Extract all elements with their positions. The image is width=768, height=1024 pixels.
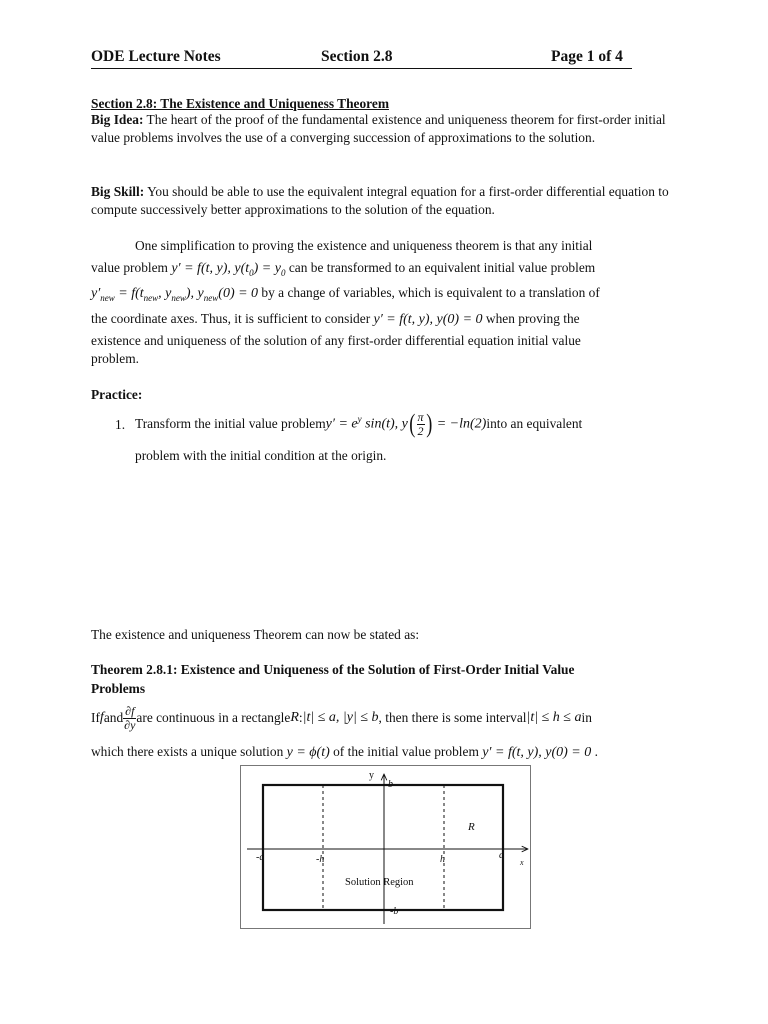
- math-run: ) = y: [253, 261, 281, 276]
- label-neg-a: -a: [256, 852, 265, 863]
- text-run: If: [91, 710, 100, 725]
- math-subscript: new: [203, 292, 219, 303]
- big-idea-label: Big Idea:: [91, 112, 144, 127]
- label-a: a: [499, 850, 504, 861]
- simplification-line-6: problem.: [91, 351, 139, 366]
- text-run: , then there is some interval: [378, 710, 527, 725]
- text-run: of the initial value problem: [329, 744, 483, 759]
- theorem-intro: The existence and uniqueness Theorem can now be stated as:: [91, 627, 420, 642]
- theorem-title-line-1: Theorem 2.8.1: Existence and Uniqueness of the Solution of First-Order Initial Value: [91, 662, 575, 677]
- text-run: Transform the initial value problem: [135, 416, 326, 431]
- label-b: b: [388, 779, 393, 790]
- text-run: the coordinate axes. Thus, it is sufficient to consider: [91, 311, 374, 326]
- fraction-numerator: ∂f: [125, 703, 135, 718]
- math-subscript: 0: [249, 267, 254, 278]
- rectangle-condition: |t| ≤ a, |y| ≤ b: [302, 710, 379, 725]
- practice-item-number: 1.: [115, 417, 126, 432]
- text-run: in: [581, 710, 592, 725]
- text-run: by a change of variables, which is equivalent to a translation of: [258, 285, 600, 300]
- big-skill-text: You should be able to use the equivalent integral equation for a first-order differential equation to compute successively better approximations to the solution of the equation.: [91, 184, 669, 218]
- theorem-title-line-2: Problems: [91, 681, 146, 696]
- simplification-line-3: [91, 285, 600, 303]
- text-run: can be transformed to an equivalent initial value problem: [285, 260, 596, 275]
- math-R: R: [290, 710, 299, 725]
- y-axis-label: y: [369, 770, 374, 781]
- right-paren: ): [425, 409, 432, 438]
- practice-label: Practice:: [91, 387, 143, 402]
- fraction-denominator: 2: [417, 423, 424, 438]
- math-run: (0) = 0: [218, 286, 259, 301]
- section-title: Section 2.8: The Existence and Uniqueness Theorem: [91, 96, 389, 111]
- math-subscript: 0: [280, 267, 286, 278]
- label-h: h: [440, 854, 445, 865]
- text-run: and: [103, 710, 124, 725]
- label-R: R: [468, 821, 475, 833]
- header-page-number: Page 1 of 4: [551, 48, 623, 65]
- theorem-ivp-equation: y′ = f(t, y), y(0) = 0: [482, 745, 592, 760]
- theorem-statement-line-2: [91, 744, 598, 761]
- solution-function: y = ϕ(t): [286, 745, 330, 760]
- text-run: :: [298, 710, 303, 725]
- math-run: = −ln(2): [433, 416, 487, 432]
- left-paren: (: [409, 409, 416, 438]
- rectangle-R: [263, 785, 503, 910]
- page-header: [91, 48, 632, 69]
- solution-region-figure: [240, 765, 531, 929]
- math-run: y′ = e: [325, 416, 358, 432]
- solution-region-diagram: [241, 766, 530, 928]
- text-run: into an equivalent: [486, 416, 583, 431]
- math-run: y′: [91, 286, 101, 301]
- interval-condition: |t| ≤ h ≤ a: [526, 710, 582, 725]
- math-run: sin(t), y: [361, 416, 408, 432]
- header-course: ODE Lecture Notes: [91, 48, 221, 65]
- text-run: .: [591, 744, 598, 759]
- text-run: when proving the: [482, 311, 580, 326]
- fraction-denominator: ∂y: [124, 717, 136, 732]
- big-idea-paragraph: [91, 111, 679, 147]
- math-run: , y: [158, 286, 172, 301]
- math-subscript: new: [171, 292, 186, 303]
- partial-derivative-fraction: [123, 705, 136, 732]
- text-run: are continuous in a rectangle: [136, 710, 291, 725]
- simplification-line-2: [91, 260, 595, 278]
- math-subscript: new: [100, 292, 115, 303]
- simplification-line-1: One simplification to proving the existence and uniqueness theorem is that any initial: [135, 238, 593, 253]
- origin-ivp-equation: y′ = f(t, y), y(0) = 0: [373, 312, 483, 327]
- label-neg-b: -b: [390, 906, 399, 917]
- math-run: y′ = f(t, y), y(t: [171, 261, 250, 276]
- big-idea-text: The heart of the proof of the fundamental existence and uniqueness theorem for first-order initial value problems involves the use of a converging succession of approximations to the solution.: [91, 112, 666, 146]
- math-run: = f(t: [114, 286, 144, 301]
- big-skill-paragraph: [91, 183, 679, 219]
- simplification-line-4: [91, 311, 580, 328]
- label-solution-region: Solution Region: [345, 877, 414, 888]
- practice-item-1: [135, 404, 582, 444]
- header-section: Section 2.8: [321, 48, 393, 65]
- math-superscript: y: [357, 413, 362, 424]
- theorem-statement-line-1: [91, 698, 592, 738]
- fraction-numerator: π: [417, 409, 424, 424]
- x-axis-label: x: [520, 858, 524, 867]
- big-skill-label: Big Skill:: [91, 184, 145, 199]
- practice-equation: [326, 411, 487, 438]
- simplification-line-5: existence and uniqueness of the solution of any first-order differential equation initial value: [91, 333, 581, 348]
- ivp-equation: [171, 261, 285, 276]
- label-neg-h: -h: [316, 854, 325, 865]
- text-run: value problem: [91, 260, 172, 275]
- practice-item-1-line-2: problem with the initial condition at the origin.: [135, 448, 387, 463]
- math-subscript: new: [143, 292, 159, 303]
- pi-over-2-fraction: [417, 411, 425, 438]
- new-ivp-equation: [91, 286, 258, 301]
- math-run: ), y: [185, 286, 204, 301]
- text-run: which there exists a unique solution: [91, 744, 287, 759]
- math-f: f: [99, 710, 104, 725]
